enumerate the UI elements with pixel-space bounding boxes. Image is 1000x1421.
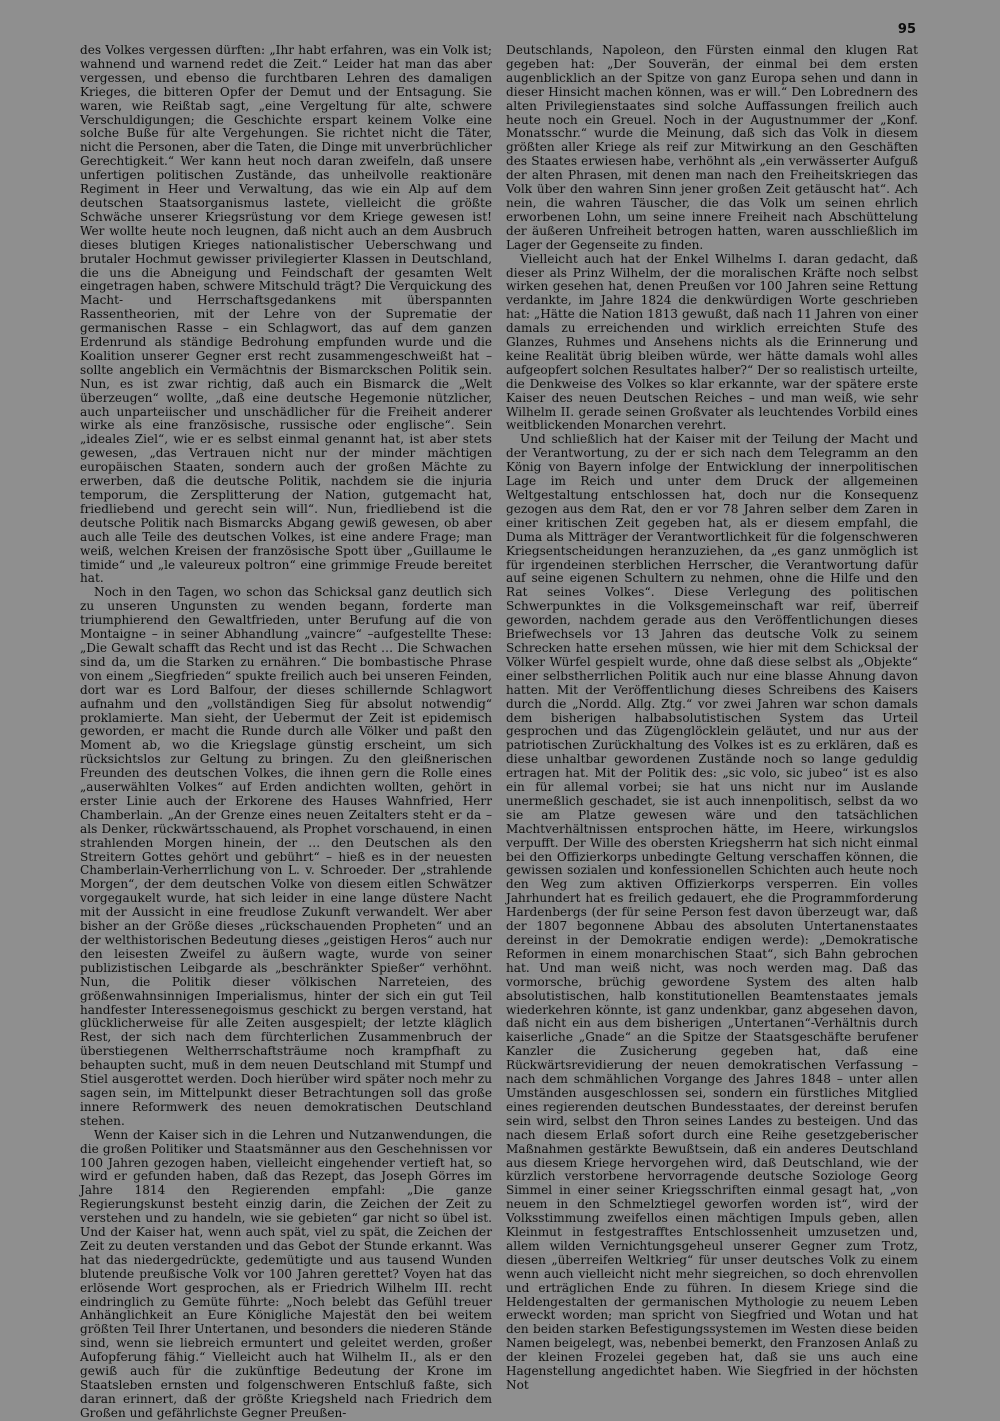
text-column-left <box>80 43 492 1420</box>
page-number: 95 <box>897 22 916 37</box>
paragraph: des Volkes vergessen dürften: „Ihr habt erfahren, was ein Volk ist; wahnend und warnend redet die Zeit.“ Leider hat man das aber vergessen, und ebenso die furchtbaren Lehren des damaligen Krieges, die bitteren Opfer der Demut und der Entsagung. Sie waren, wie Reißtab sagt, „eine Vergeltung für alte, schwere Verschuldigungen; die Geschichte erspart keinem Volke eine solche Buße für alte Vergehungen. Sie richtet nicht die Täter, nicht die Personen, aber die Taten, die Dinge mit unverbrüchlicher Gerechtigkeit.“ Wer kann heut noch daran zweifeln, daß unsere unfertigen politischen Zustände, das unheilvolle reaktionäre Regiment in Heer und Verwaltung, das wie ein Alp auf dem deutschen Staatsorganismus lastete, vielleicht die größte Schwäche unserer Kriegsrüstung vor dem Kriege gewesen ist! Wer wollte heute noch leugnen, daß nicht auch an dem Ausbruch dieses blutigen Krieges nationalistischer Ueberschwang und brutaler Hochmut gewisser privilegierter Klassen in Deutschland, die uns die Abneigung und Feindschaft der gesamten Welt eingetragen haben, schwere Mitschuld trägt? Die Verquickung des Macht- und Herrschaftsgedankens mit überspannten Rassentheorien, mit der Lehre von der Suprematie der germanischen Rasse – ein Schlagwort, das auf dem ganzen Erdenrund als ständige Bedrohung empfunden wurde und die Koalition unserer Gegner erst recht zusammengeschweißt hat – sollte angeblich ein Vermächtnis der Bismarckschen Politik sein. Nun, es ist zwar richtig, daß auch ein Bismarck die „Welt überzeugen“ wollte, „daß eine deutsche Hegemonie nützlicher, auch unparteiischer und unschädlicher für die Freiheit anderer wirke als eine französische, russische oder englische“. Sein „ideales Ziel“, wie er es selbst einmal genannt hat, ist aber stets gewesen, „das Vertrauen nicht nur der minder mächtigen europäischen Staaten, sondern auch der großen Mächte zu erwerben, daß die deutsche Politik, nachdem sie die injuria temporum, die Zersplitterung der Nation, gutgemacht hat, friedliebend und gerecht sein will“. Nun, friedliebend ist die deutsche Politik nach Bismarcks Abgang gewiß gewesen, ob aber auch alle Teile des deutschen Volkes, ist eine andere Frage; man weiß, welchen Kreisen der französische Spott über „Guillaume le timide“ und „le valeureux poltron“ eine grimmige Freude bereitet hat. <box>80 43 492 586</box>
paragraph: Wenn der Kaiser sich in die Lehren und Nutzanwendungen, die die großen Politiker und Staatsmänner aus den Geschehnissen vor 100 Jahren gezogen haben, vielleicht eingehender vertieft hat, so wird er gefunden haben, daß das Rezept, das Joseph Görres im Jahre 1814 den Regierenden empfahl: „Die ganze Regierungskunst besteht einzig darin, die Zeichen der Zeit zu verstehen und zu handeln, wie sie gebieten“ gar nicht so übel ist. Und der Kaiser hat, wenn auch spät, viel zu spät, die Zeichen der Zeit zu deuten verstanden und das Gebot der Stunde erkannt. Was hat das niedergedrückte, gedemütigte und aus tausend Wunden blutende preußische Volk vor 100 Jahren gerettet? Voyen hat das erlösende Wort gesprochen, als er Friedrich Wilhelm III. recht eindringlich zu Gemüte führte: „Noch belebt das Gefühl treuer Anhänglichkeit an Eure Königliche Majestät den bei weitem größten Teil Ihrer Untertanen, und besonders die niederen Stände sind, wenn sie liebreich ermuntert und geleitet werden, großer Aufopferung fähig.“ Vielleicht auch hat Wilhelm II., als er den gewiß auch für die zukünftige Bedeutung der Krone im Staatsleben ernsten und folgenschweren Entschluß faßte, sich daran erinnert, daß der größte Kriegsheld nach Friedrich dem Großen und gefährlichste Gegner Preußen- <box>80 1127 492 1420</box>
text-column-right <box>506 43 918 1392</box>
paragraph: Deutschlands, Napoleon, den Fürsten einmal den klugen Rat gegeben hat: „Der Souverän, der einmal bei dem ersten augenblicklich an der Spitze von ganz Europa sehen und dann in dieser Hinsicht machen können, was er will.“ Den Lobrednern des alten Privilegienstaates sind solche Auffassungen freilich auch heute noch ein Greuel. Noch in der Augustnummer der „Konf. Monatsschr.“ wurde die Meinung, daß sich das Volk in diesem größten aller Kriege als reif zur Mitwirkung an den Geschäften des Staates erwiesen habe, verhöhnt als „ein verwässerter Aufguß der alten Phrasen, mit denen man nach den Freiheitskriegen das Volk über den wahren Sinn jener großen Zeit getäuscht hat“. Ach nein, die wahren Täuscher, die das Volk um seinen ehrlich erworbenen Lohn, um seine innere Freiheit nach Abschüttelung der äußeren Unfreiheit betrogen hatten, waren ausschließlich im Lager der Gegenseite zu finden. <box>506 43 918 252</box>
paragraph: Und schließlich hat der Kaiser mit der Teilung der Macht und der Verantwortung, zu der er sich nach dem Telegramm an den König von Bayern infolge der Entwicklung der innerpolitischen Lage im Reich und unter dem Druck der allgemeinen Weltgestaltung entschlossen hat, doch nur die Konsequenz gezogen aus dem Rat, den er vor 78 Jahren selber dem Zaren in einer kritischen Zeit gegeben hat, als er diesem empfahl, die Duma als Mitträger der Verantwortlichkeit für die folgenschweren Kriegsentscheidungen heranzuziehen, da „es ganz unmöglich ist für irgendeinen sterblichen Herrscher, die Verantwortung dafür auf seine eigenen Schultern zu nehmen, ohne die Hilfe und den Rat seines Volkes“. Diese Verlegung des politischen Schwerpunktes in die Volksgemeinschaft war reif, überreif geworden, nachdem gerade aus den Veröffentlichungen dieses Briefwechsels vor 13 Jahren das deutsche Volk zu seinem Schrecken hatte ersehen müssen, wie hier mit dem Schicksal der Völker Würfel gespielt wurde, ohne daß diese selbst als „Objekte“ einer selbstherrlichen Politik auch nur eine blasse Ahnung davon hatten. Mit der Veröffentlichung dieses Schreibens des Kaisers durch die „Nordd. Allg. Ztg.“ vor zwei Jahren war schon damals dem bisherigen halbabsolutistischen System das Urteil gesprochen und das Zügenglöcklein geläutet, und nur aus der patriotischen Zurückhaltung des Volkes ist es zu erklären, daß es diese unhaltbar gewordenen Zustände noch so lange geduldig ertragen hat. Mit der Politik des: „sic volo, sic jubeo“ ist es also ein für allemal vorbei; sie hat uns nicht nur im Auslande unermeßlich geschadet, sie ist auch innenpolitisch, selbst da wo sie am Platze gewesen wäre und den tatsächlichen Machtverhältnissen entsprochen hätte, im Heere, wirkungslos verpufft. Der Wille des obersten Kriegsherrn hat sich nicht einmal bei den Offizierkorps unbedingte Geltung verschaffen können, die gewissen sozialen und konfessionellen Schichten auch heute noch den Weg zum aktiven Offizierkorps versperren. Ein volles Jahrhundert hat es freilich gedauert, ehe die Programmforderung Hardenbergs (der für seine Person fest davon überzeugt war, daß der 1807 begonnene Abbau des absoluten Untertanenstaates dereinst in der Demokratie endigen werde): „Demokratische Reformen in einem monarchischen Staat“, sich Bahn gebrochen hat. Und man weiß nicht, was noch werden mag. Daß das vormorsche, brüchig gewordene System des alten halb absolutistischen, halb konstitutionellen Beamtenstaates jemals wiederkehren könnte, ist ganz undenkbar, ganz abgesehen davon, daß nicht ein aus dem bisherigen „Untertanen“-Verhältnis durch kaiserliche „Gnade“ an die Spitze der Staatsgeschäfte berufener Kanzler die Zusicherung gegeben hat, daß eine Rückwärtsrevidierung der neuen demokratischen Verfassung – nach dem schmählichen Vorgange des Jahres 1848 – unter allen Umständen ausgeschlossen sei, sondern ein fürstliches Mitglied eines regierenden deutschen Bundesstaates, der dereinst berufen sein wird, selbst den Thron seines Landes zu besteigen. Und das nach diesem Erlaß sofort durch eine Reihe gesetzgeberischer Maßnahmen gestärkte Bewußtsein, daß ein anderes Deutschland aus diesem Kriege hervorgehen wird, daß Deutschland, wie der kürzlich verstorbene hervorragende deutsche Soziologe Georg Simmel in einer seiner Kriegsschriften einmal gesagt hat, „von neuem in den Schmelztiegel geworfen worden ist“, wird der Volksstimmung zweifellos einen mächtigen Impuls geben, allen Kleinmut in festgestrafftes Entschlossenheit umzusetzen und, allem wilden Vernichtungsgeheul unserer Gegner zum Trotz, diesen „überreifen Weltkrieg“ für unser deutsches Volk zu einem wenn auch vielleicht nicht mehr siegreichen, so doch ehrenvollen und erträglichen Ende zu führen. In diesem Kriege sind die Heldengestalten der germanischen Mythologie zu neuem Leben erweckt worden; man spricht von Siegfried und Wotan und hat den beiden starken Befestigungssystemen im Westen diese beiden Namen beigelegt, was, nebenbei bemerkt, den Franzosen Anlaß zu der kleinen Frozelei gegeben hat, daß sie uns auch eine Hagenstellung angedichtet haben. Wie Siegfried in der höchsten Not <box>506 432 918 1392</box>
paragraph: Noch in den Tagen, wo schon das Schicksal ganz deutlich sich zu unseren Ungunsten zu wenden begann, forderte man triumphierend den Gewaltfrieden, unter Berufung auf die von Montaigne – in seiner Abhandlung „vaincre“ –aufgestellte These: „Die Gewalt schafft das Recht und ist das Recht … Die Schwachen sind da, um die Starken zu ernähren.“ Die bombastische Phrase von einem „Siegfrieden“ spukte freilich auch bei unseren Feinden, dort war es Lord Balfour, der dieses schillernde Schlagwort aufnahm und den „vollständigen Sieg für absolut notwendig“ proklamierte. Man sieht, der Uebermut der Zeit ist epidemisch geworden, er macht die Runde durch alle Völker und paßt den Moment ab, wo die Kriegslage günstig erscheint, um sich rücksichtslos zur Geltung zu bringen. Zu den gleißnerischen Freunden des deutschen Volkes, die ihnen gern die Rolle eines „auserwählten Volkes“ auf Erden andichten wollten, gehört in erster Linie auch der Erkorene des Hauses Wahnfried, Herr Chamberlain. „An der Grenze eines neuen Zeitalters steht er da – als Denker, rückwärtsschauend, als Prophet vorschauend, in einen strahlenden Morgen hinein, der … den Deutschen als den Streitern Gottes gehört und gebührt“ – hieß es in der neuesten Chamberlain-Verherrlichung von L. v. Schroeder. Der „strahlende Morgen“, der dem deutschen Volke von diesem eitlen Schwätzer vorgegaukelt wurde, hat sich leider in eine lange düstere Nacht mit der Aussicht in eine freudlose Zukunft verwandelt. Wer aber bisher an der Größe dieses „rückschauenden Propheten“ und an der welthistorischen Bedeutung dieses „geistigen Heros“ auch nur den leisesten Zweifel zu äußern wagte, wurde von seiner publizistischen Leibgarde als „beschränkter Spießer“ verhöhnt. Nun, die Politik dieser völkischen Narreteien, des größenwahnsinnigen Imperialismus, hinter der sich ein gut Teil handfester Interessenegoismus geschickt zu bergen verstand, hat glücklicherweise für alle Zeiten ausgespielt; der letzte kläglich Rest, der sich nach dem fürchterlichen Zusammenbruch der überstiegenen Weltherrschaftsträume noch krampfhaft zu behaupten sucht, muß in dem neuen Deutschland mit Stumpf und Stiel ausgerottet werden. Doch hierüber wird später noch mehr zu sagen sein, im Mittelpunkt dieser Betrachtungen soll das große innere Reformwerk des neuen demokratischen Deutschland stehen. <box>80 585 492 1128</box>
paragraph: Vielleicht auch hat der Enkel Wilhelms I. daran gedacht, daß dieser als Prinz Wilhelm, der die moralischen Kräfte noch selbst wirken gesehen hat, denen Preußen vor 100 Jahren seine Rettung verdankte, im Jahre 1824 die denkwürdigen Worte geschrieben hat: „Hätte die Nation 1813 gewußt, daß nach 11 Jahren von einer damals zu erreichenden und wirklich erreichten Stufe des Glanzes, Ruhmes und Ansehens nichts als die Erinnerung und keine Realität übrig bleiben würde, wer hätte damals wohl alles aufgeopfert solchen Resultates halber?“ Der so realistisch urteilte, die Denkweise des Volkes so klar erkannte, war der spätere erste Kaiser des neuen Deutschen Reiches – und man weiß, wie sehr Wilhelm II. gerade seinen Großvater als leuchtendes Vorbild eines weitblickenden Monarchen verehrt. <box>506 251 918 433</box>
